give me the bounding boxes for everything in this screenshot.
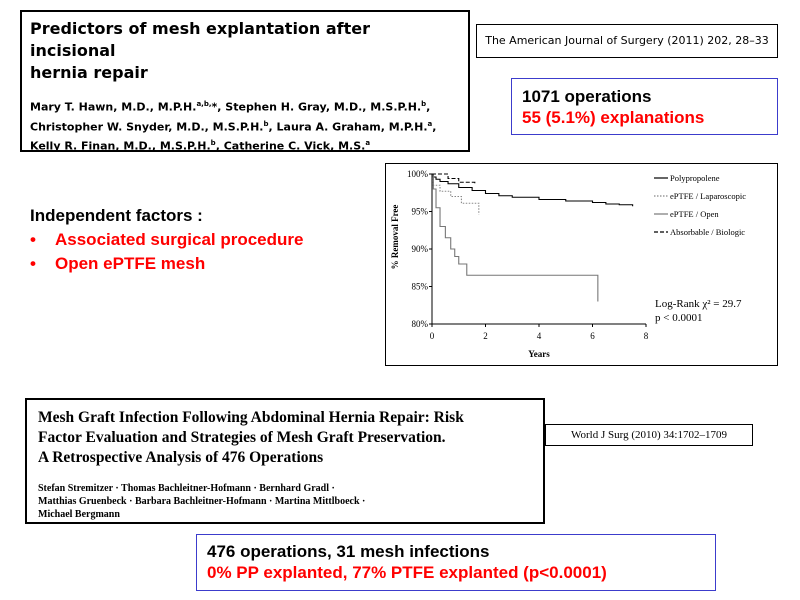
article2-title: [38, 408, 532, 468]
stats1-explanations: 55 (5.1%) explanations: [522, 108, 705, 127]
y-tick-label: 90%: [411, 244, 428, 254]
article2-header: [25, 398, 545, 524]
factors-heading: Independent factors :: [30, 206, 203, 225]
article2-authors-line2: Matthias Gruenbeck · Barbara Bachleitner-Hofmann · Martina Mittlboeck ·: [38, 496, 366, 507]
author-affiliation: a: [427, 119, 433, 128]
x-tick-label: 0: [429, 331, 435, 341]
article1-title-line1: Predictors of mesh explantation after incisional: [30, 19, 371, 60]
factor-item: • Open ePTFE mesh: [30, 252, 370, 276]
article2-title-line1: Mesh Graft Infection Following Abdominal Hernia Repair: Risk: [38, 409, 464, 426]
y-axis-label: % Removal Free: [390, 204, 400, 270]
x-tick-label: 4: [536, 331, 542, 341]
author-name: Kelly R. Finan, M.D., M.S.P.H.: [30, 139, 211, 153]
author-name: Mary T. Hawn, M.D., M.P.H.: [30, 100, 197, 114]
article2-authors: [38, 482, 532, 521]
removal-free-chart-box: [385, 163, 778, 366]
article2-journal-citation: World J Surg (2010) 34:1702–1709: [545, 424, 753, 446]
chart-legend: [654, 173, 746, 237]
stats2-explanted: 0% PP explanted, 77% PTFE explanted (p<0.0001): [207, 563, 607, 582]
author-name: Catherine C. Vick, M.S.: [223, 139, 366, 153]
legend-label-eptfe-laparoscopic: ePTFE / Laparoscopic: [670, 191, 747, 201]
p-value-annotation: p < 0.0001: [655, 312, 703, 324]
corresponding-author-mark: *: [211, 100, 218, 114]
removal-free-chart: [386, 164, 777, 365]
x-tick-label: 6: [590, 331, 595, 341]
x-tick-label: 2: [483, 331, 488, 341]
x-axis-label: Years: [528, 349, 550, 359]
author-affiliation: b: [263, 119, 269, 128]
y-ticks: [407, 169, 432, 329]
factor-item: • Associated surgical procedure: [30, 228, 370, 252]
article2-authors-line1: Stefan Stremitzer · Thomas Bachleitner-Hofmann · Bernhard Gradl ·: [38, 483, 335, 494]
y-tick-label: 80%: [411, 319, 428, 329]
article2-title-line2: Factor Evaluation and Strategies of Mesh Graft Preservation.: [38, 429, 446, 446]
y-tick-label: 85%: [411, 281, 428, 292]
legend-label-polypropolene: Polypropolene: [670, 173, 720, 183]
independent-factors: [30, 204, 370, 276]
factors-list: [30, 228, 370, 276]
series-line-eptfe-laparoscopic: [432, 174, 479, 215]
plot-area: [432, 174, 633, 302]
author-affiliation: b: [210, 139, 216, 148]
y-tick-label: 100%: [407, 169, 428, 179]
stats-box-1: [511, 78, 778, 135]
stats2-operations: 476 operations, 31 mesh infections: [207, 542, 490, 561]
stats1-operations: 1071 operations: [522, 87, 652, 106]
stats-box-2: [196, 534, 716, 591]
author-name: Christopher W. Snyder, M.D., M.S.P.H.: [30, 120, 264, 134]
author-name: Stephen H. Gray, M.D., M.S.P.H.: [225, 100, 422, 114]
legend-label-eptfe-open: ePTFE / Open: [670, 209, 719, 219]
article1-header: [20, 10, 470, 152]
x-tick-label: 8: [643, 331, 649, 341]
logrank-annotation: Log-Rank χ² = 29.7: [655, 298, 742, 310]
author-affiliation: b: [421, 100, 427, 108]
article1-authors: Mary T. Hawn, M.D., M.P.H.$^{a,b,}$*, Stephen H. Gray, M.D., M.S.P.H.$^b$, Christopher W. Snyder, M.D., M.S.P.H.$^b$, Laura A. Graham, M.P.H.$^a$, Kelly R. Finan, M.D., M.S.P.H.$^b$, Catherine C. Vick, M.S.$^a$: [30, 100, 437, 153]
series-line-eptfe-open: [432, 174, 598, 302]
author-affiliation: a,b,: [196, 100, 212, 108]
legend-label-absorbable-biologic: Absorbable / Biologic: [670, 227, 746, 237]
article2-title-line3: A Retrospective Analysis of 476 Operations: [38, 449, 324, 466]
author-affiliation: a: [365, 139, 371, 148]
article1-journal-citation: The American Journal of Surgery (2011) 202, 28–33: [476, 24, 778, 58]
article1-title-line2: hernia repair: [30, 63, 148, 82]
article1-title: [30, 18, 460, 84]
article2-authors-line3: Michael Bergmann: [38, 509, 120, 520]
y-tick-label: 95%: [411, 206, 428, 217]
series-line-polypropolene: [432, 174, 633, 206]
author-name: Laura A. Graham, M.P.H.: [276, 120, 428, 134]
x-ticks: [430, 324, 649, 341]
